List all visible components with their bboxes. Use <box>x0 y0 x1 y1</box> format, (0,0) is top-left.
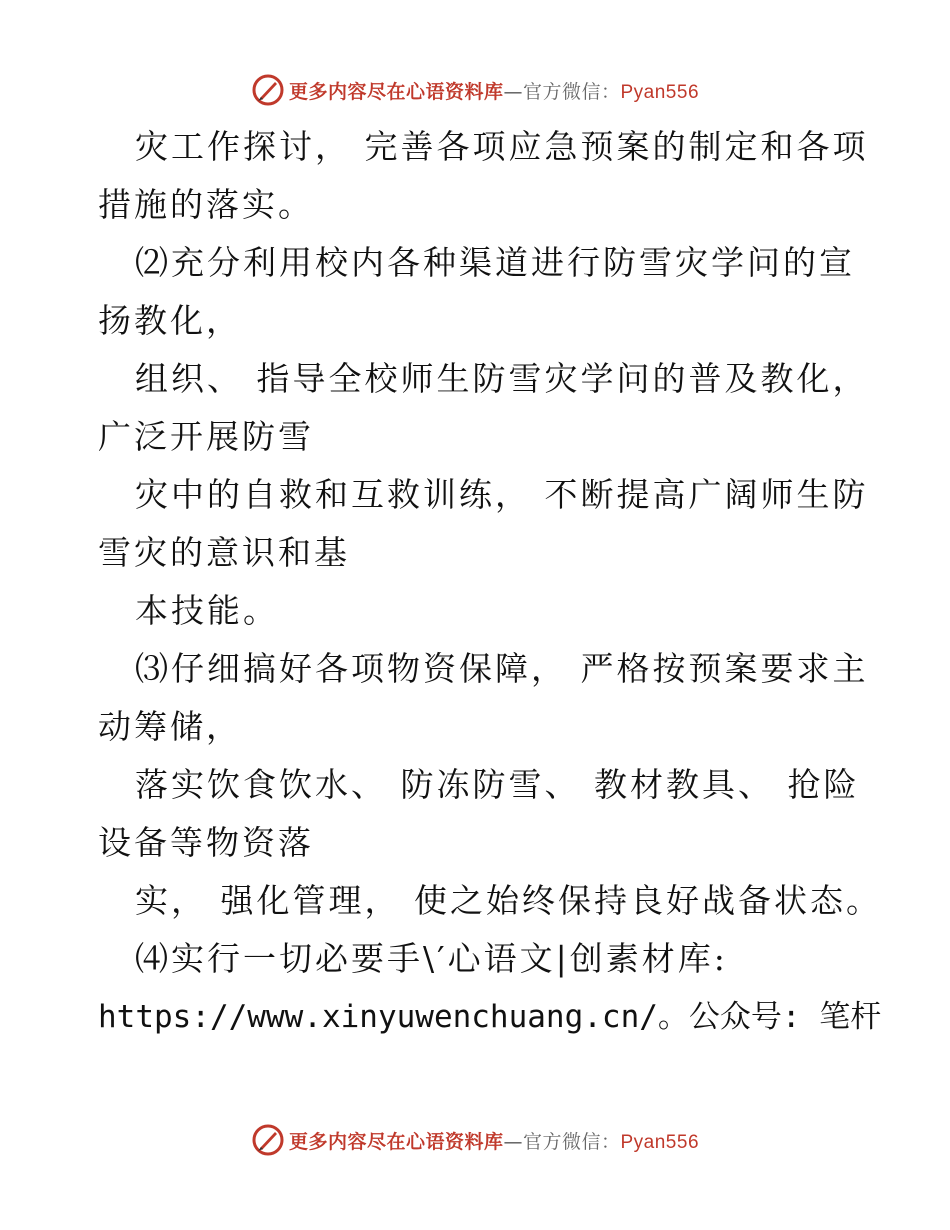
text-line: 措施的落实。 <box>98 185 314 224</box>
banner-main-text: 更多内容尽在心语资料库 <box>288 1130 504 1153</box>
banner-wechat-label: 官方微信： <box>522 1130 621 1153</box>
text-line: ⑶仔细搞好各项物资保障， 严格按预案要求主 <box>135 649 869 688</box>
header-banner <box>0 70 950 110</box>
text-line: 扬教化， <box>98 301 242 340</box>
banner-wechat-id: Pyan556 <box>620 1131 700 1153</box>
banner-text <box>289 1127 699 1154</box>
text-line: 设备等物资落 <box>98 823 314 862</box>
banner-dash: — <box>503 1130 523 1153</box>
document-body <box>98 118 882 1046</box>
text-line: 灾中的自救和互救训练， 不断提高广阔师生防 <box>135 475 869 514</box>
banner-dash: — <box>503 80 523 103</box>
banner-wechat-id: Pyan556 <box>620 81 700 103</box>
quill-logo-icon <box>251 73 285 107</box>
text-line: 落实饮食饮水、 防冻防雪、 教材教具、 抢险 <box>135 765 860 804</box>
text-line: 组织、 指导全校师生防雪灾学问的普及教化， <box>135 359 869 398</box>
url-line: https://www.xinyuwenchuang.cn/。公众号: 笔杆 <box>98 999 882 1035</box>
banner-wechat-label: 官方微信： <box>522 80 621 103</box>
text-line: ⑷实行一切必要手\′心语文|创素材库: <box>135 939 728 978</box>
footer-banner <box>0 1120 950 1160</box>
text-line: 本技能。 <box>135 591 279 630</box>
text-line: ⑵充分利用校内各种渠道进行防雪灾学问的宣 <box>135 243 855 282</box>
text-line: 雪灾的意识和基 <box>98 533 350 572</box>
banner-main-text: 更多内容尽在心语资料库 <box>288 80 504 103</box>
text-line: 灾工作探讨， 完善各项应急预案的制定和各项 <box>135 127 869 166</box>
text-line: 广泛开展防雪 <box>98 417 314 456</box>
quill-logo-icon <box>251 1123 285 1157</box>
banner-text <box>289 77 699 104</box>
text-line: 动筹储， <box>98 707 242 746</box>
text-line: 实， 强化管理， 使之始终保持良好战备状态。 <box>135 881 882 920</box>
